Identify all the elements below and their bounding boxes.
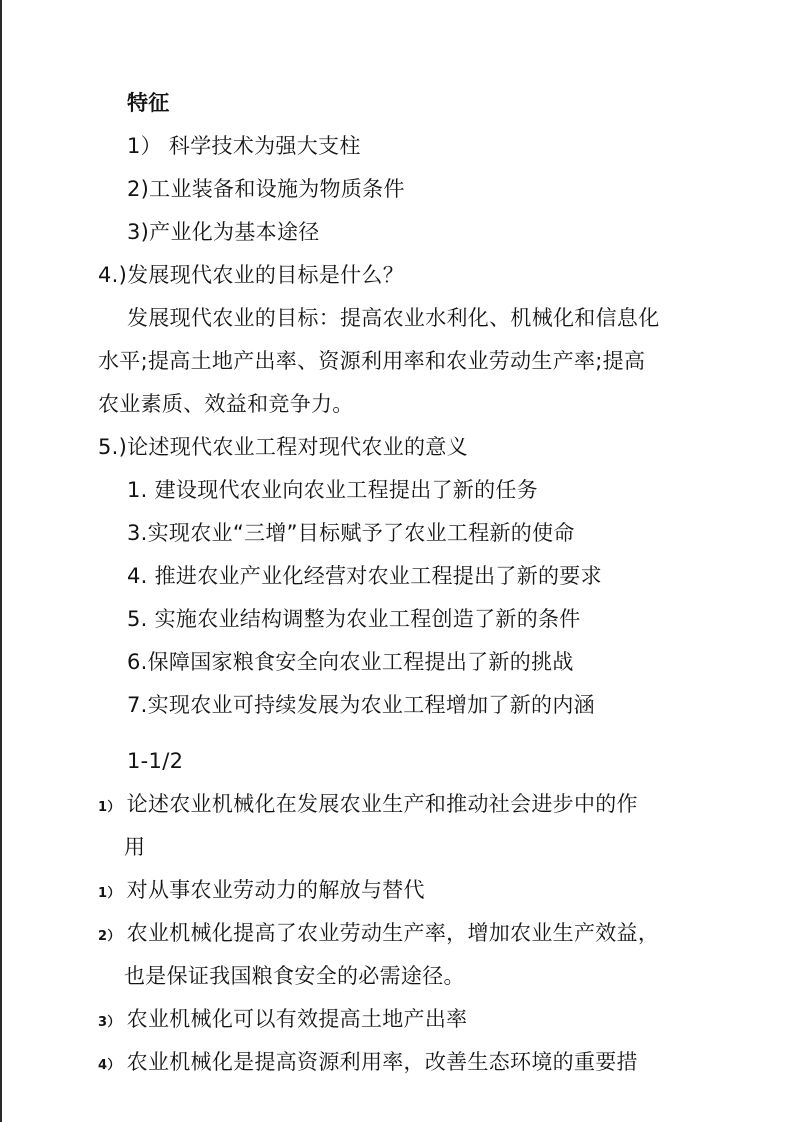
text-line-answer-4-b: 水平;提高土地产出率、资源利用率和农业劳动生产率;提高	[98, 349, 646, 373]
text-content: 农业机械化是提高资源利用率，改善生态环境的重要措	[126, 1050, 638, 1074]
text-line-item-3: 3)产业化为基本途径	[127, 220, 320, 244]
text-line-essay-question	[98, 789, 638, 823]
list-marker: 2）	[98, 929, 121, 944]
text-line-essay-question-cont: 用	[124, 835, 146, 859]
text-content: 论述农业机械化在发展农业生产和推动社会进步中的作	[126, 792, 638, 816]
list-marker: 1）	[98, 800, 121, 815]
text-line-role-2	[98, 918, 659, 952]
text-line-role-2-cont: 也是保证我国粮食安全的必需途径。	[124, 964, 465, 988]
text-line-question-4: 4.)发展现代农业的目标是什么？	[98, 263, 405, 287]
text-line-point-5: 5. 实施农业结构调整为农业工程创造了新的条件	[127, 607, 581, 631]
list-marker: 3）	[98, 1015, 121, 1030]
list-marker: 4）	[98, 1058, 121, 1073]
text-line-question-5: 5.)论述现代农业工程对现代农业的意义	[98, 435, 468, 459]
text-line-role-4	[98, 1047, 638, 1081]
text-line-item-2: 2)工业装备和设施为物质条件	[127, 177, 405, 201]
text-line-answer-4-a: 发展现代农业的目标：提高农业水利化、机械化和信息化	[127, 306, 660, 330]
section-number: 1-1/2	[127, 749, 184, 773]
list-marker: 1）	[98, 886, 121, 901]
text-line-point-4: 4. 推进农业产业化经营对农业工程提出了新的要求	[127, 564, 602, 588]
page-left-border	[0, 0, 2, 1122]
text-line-point-1: 1. 建设现代农业向农业工程提出了新的任务	[127, 478, 539, 502]
text-line-role-1	[98, 875, 425, 909]
text-line-point-3: 3.实现农业“三增”目标赋予了农业工程新的使命	[127, 521, 575, 545]
text-line-characteristics-heading: 特征	[127, 91, 170, 115]
text-line-point-6: 6.保障国家粮食安全向农业工程提出了新的挑战	[127, 650, 574, 674]
text-line-point-7: 7.实现农业可持续发展为农业工程增加了新的内涵	[127, 693, 595, 717]
text-line-item-1: 1） 科学技术为强大支柱	[127, 134, 361, 158]
text-line-answer-4-c: 农业素质、效益和竞争力。	[98, 392, 354, 416]
text-content: 对从事农业劳动力的解放与替代	[126, 878, 425, 902]
text-line-role-3	[98, 1004, 467, 1038]
text-content: 农业机械化可以有效提高土地产出率	[126, 1007, 468, 1031]
text-content: 农业机械化提高了农业劳动生产率，增加农业生产效益，	[126, 921, 660, 945]
